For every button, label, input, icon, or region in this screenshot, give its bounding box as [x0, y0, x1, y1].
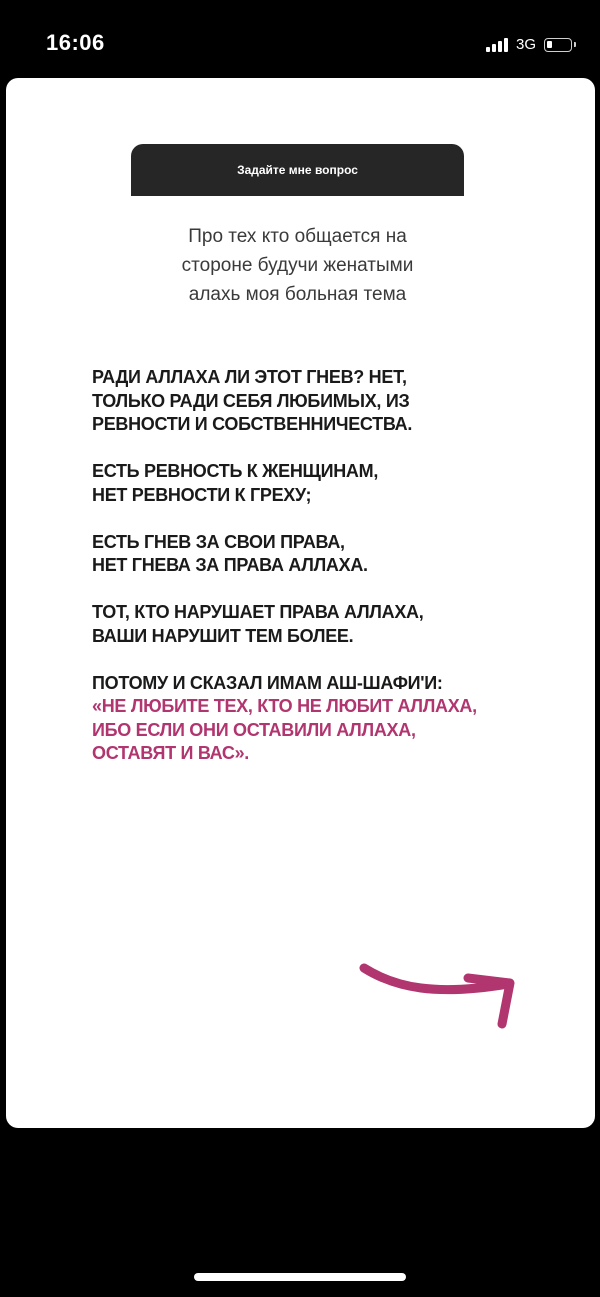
cellular-signal-icon	[486, 38, 508, 52]
question-line: алахь моя больная тема	[188, 284, 407, 305]
paragraph	[92, 601, 562, 648]
text-line: НЕТ РЕВНОСТИ К ГРЕХУ;	[92, 484, 312, 505]
text-line: ВАШИ НАРУШИТ ТЕМ БОЛЕЕ.	[92, 625, 354, 646]
text-line: РЕВНОСТИ И СОБСТВЕННИЧЕСТВА.	[92, 414, 413, 434]
quote-line: ОСТАВЯТ И ВАС».	[92, 743, 249, 763]
text-line: ЕСТЬ ГНЕВ ЗА СВОИ ПРАВА,	[92, 531, 345, 552]
paragraph	[92, 531, 562, 578]
text-line: ТОТ, КТО НАРУШАЕТ ПРАВА АЛЛАХА,	[92, 602, 424, 622]
paragraph	[92, 366, 562, 437]
question-sticker	[131, 144, 464, 329]
network-type-label: 3G	[515, 36, 536, 53]
story-text	[92, 366, 562, 789]
quote-intro: ПОТОМУ И СКАЗАЛ ИМАМ АШ-ШАФИ'И:	[92, 672, 443, 693]
status-bar	[0, 0, 600, 78]
paragraph	[92, 460, 562, 507]
quote-paragraph	[92, 672, 562, 766]
text-line: НЕТ ГНЕВА ЗА ПРАВА АЛЛАХА.	[92, 555, 368, 575]
question-sticker-text	[131, 196, 464, 329]
home-indicator[interactable]	[194, 1273, 406, 1281]
text-line: ЕСТЬ РЕВНОСТЬ К ЖЕНЩИНАМ,	[92, 461, 379, 481]
text-line: ТОЛЬКО РАДИ СЕБЯ ЛЮБИМЫХ, ИЗ	[92, 390, 410, 411]
quote-line: «НЕ ЛЮБИТЕ ТЕХ, КТО НЕ ЛЮБИТ АЛЛАХА,	[92, 696, 477, 716]
question-line: Про тех кто общается на	[188, 226, 407, 247]
curved-arrow-right-icon	[356, 958, 526, 1048]
question-sticker-header: Задайте мне вопрос	[131, 144, 464, 196]
text-line: РАДИ АЛЛАХА ЛИ ЭТОТ ГНЕВ? НЕТ,	[92, 367, 407, 387]
status-time: 16:06	[46, 30, 105, 55]
quote-line: ИБО ЕСЛИ ОНИ ОСТАВИЛИ АЛЛАХА,	[92, 719, 416, 740]
story-card[interactable]	[6, 78, 595, 1128]
status-indicators	[486, 36, 572, 53]
battery-icon	[544, 38, 572, 52]
question-line: стороне будучи женатыми	[181, 255, 414, 276]
